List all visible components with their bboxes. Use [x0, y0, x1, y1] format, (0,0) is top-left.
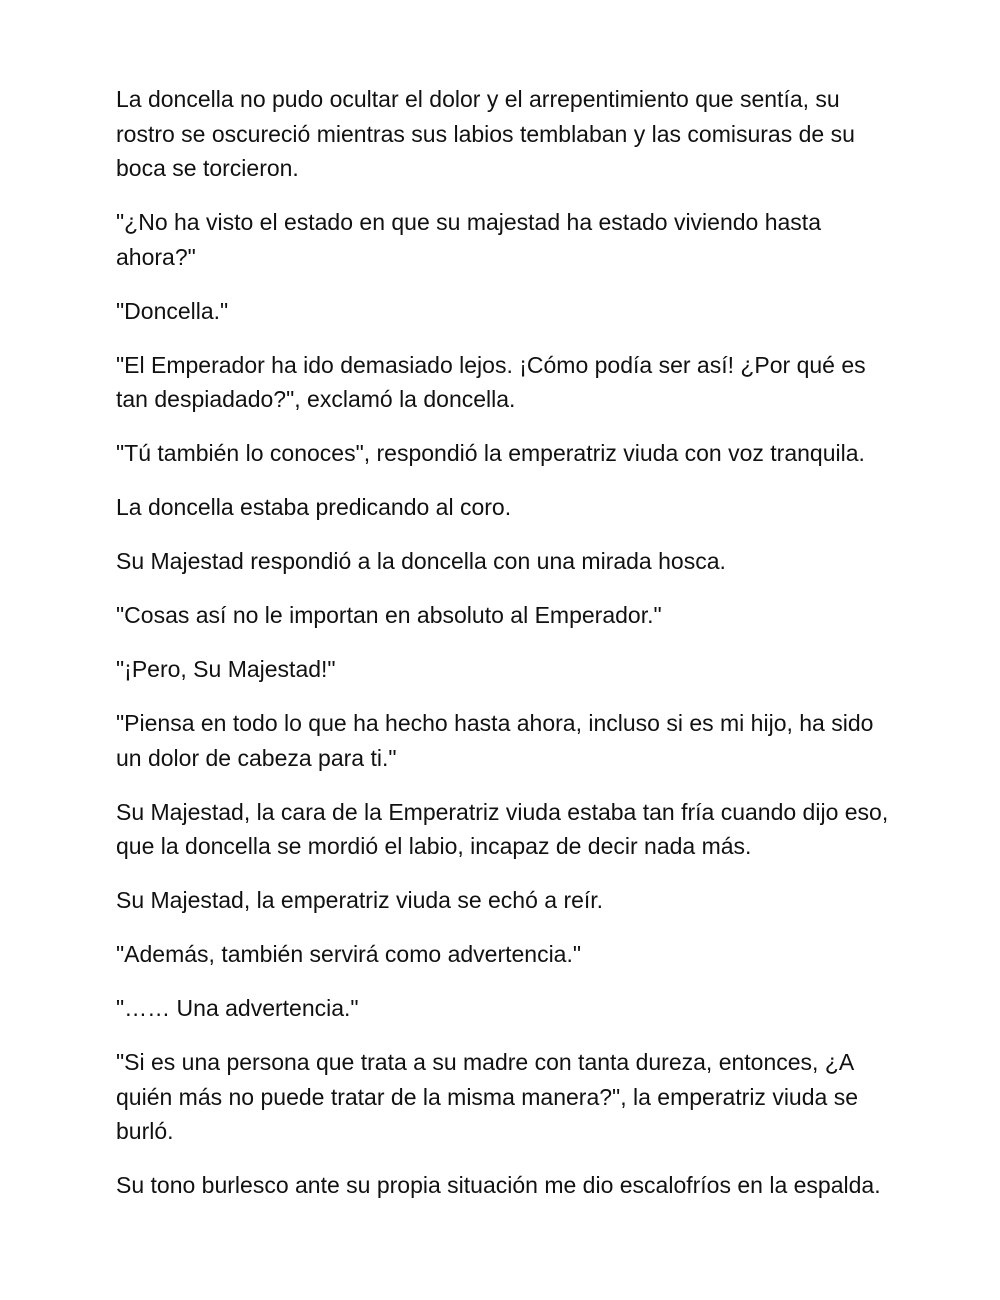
- paragraph: "Piensa en todo lo que ha hecho hasta ahora, incluso si es mi hijo, ha sido un dolor de cabeza para ti.": [116, 710, 874, 771]
- paragraph: "Si es una persona que trata a su madre con tanta dureza, entonces, ¿A quién más no puede tratar de la misma manera?", la emperatriz viuda se burló.: [116, 1049, 858, 1144]
- paragraph: Su Majestad respondió a la doncella con una mirada hosca.: [116, 548, 726, 574]
- paragraph: La doncella no pudo ocultar el dolor y el arrepentimiento que sentía, su rostro se oscureció mientras sus labios temblaban y las comisuras de su boca se torcieron.: [116, 86, 855, 181]
- paragraph: "Doncella.": [116, 297, 229, 324]
- paragraph: "Tú también lo conoces", respondió la emperatriz viuda con voz tranquila.: [116, 440, 865, 466]
- paragraph: Su Majestad, la emperatriz viuda se echó a reír.: [116, 887, 604, 913]
- paragraph: "Cosas así no le importan en absoluto al Emperador.": [116, 602, 662, 628]
- paragraph: Su Majestad, la cara de la Emperatriz viuda estaba tan fría cuando dijo eso, que la doncella se mordió el labio, incapaz de decir nada más.: [116, 798, 889, 859]
- paragraph: "El Emperador ha ido demasiado lejos. ¡Cómo podía ser así! ¿Por qué es tan despiadado?", exclamó la doncella.: [116, 351, 866, 412]
- paragraph: "¿No ha visto el estado en que su majestad ha estado viviendo hasta ahora?": [116, 209, 821, 270]
- paragraph: Su tono burlesco ante su propia situación me dio escalofríos en la espalda.: [116, 1172, 881, 1198]
- paragraph: La doncella estaba predicando al coro.: [116, 494, 512, 520]
- paragraph: "¡Pero, Su Majestad!": [116, 656, 336, 682]
- paragraph: "…… Una advertencia.": [116, 995, 359, 1021]
- document-page: [116, 82, 896, 1222]
- paragraph: "Además, también servirá como advertencia.": [116, 941, 582, 967]
